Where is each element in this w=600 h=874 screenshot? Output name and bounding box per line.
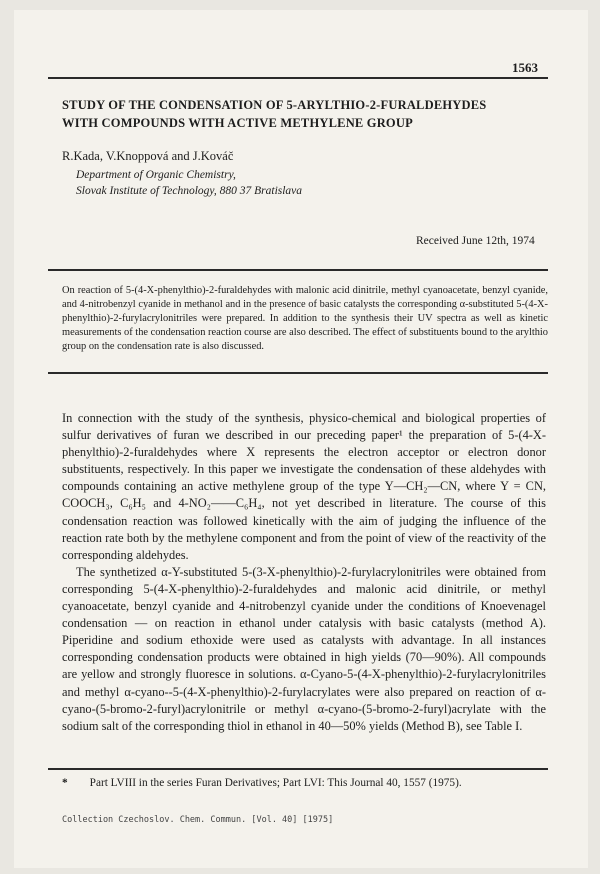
- title-line-1: STUDY OF THE CONDENSATION OF 5-ARYLTHIO-2-FURALDEHYDES: [62, 98, 487, 112]
- body-text: [62, 410, 546, 735]
- header-rule: [48, 77, 548, 79]
- footnote-rule: [48, 768, 548, 770]
- title-line-2: WITH COMPOUNDS WITH ACTIVE METHYLENE GROUP: [62, 116, 413, 130]
- abstract-bottom-rule: [48, 372, 548, 374]
- article-title: [62, 96, 562, 132]
- abstract-text: On reaction of 5-(4-X-phenylthio)-2-furaldehydes with malonic acid dinitrile, methyl cyanoacetate, benzyl cyanide, and 4-nitrobenzyl cyanide in methanol and in the presence of basic catalysts the corresponding α-substituted 5-(4-X-phenylthio)-2-furylacrylonitriles were prepared. In addition to the synthesis their UV spectra as well as kinetic measurements of the condensation reaction course are also described. The effect of substituents bound to the arylthio group on the condensation rate is also discussed.: [62, 285, 548, 353]
- body-paragraph-1: In connection with the study of the synthesis, physico-chemical and biological properties of sulfur derivatives of furan we described in our preceding paper¹ the preparation of 5-(4-X-phenylthio)-2-furaldehydes where X represents the electron acceptor or electron donor substituents, respectively. In this paper we investigate the condensation of these aldehydes with compounds containing an active methylene group of the type Y—CH₂—CN, where Y = CN, COOCH₃, C₆H₅ and 4-NO₂——C₆H₄, not yet described in literature. The course of this condensation reaction was followed kinetically with the aim of judging the influence of the reaction rate both by the methylene component and from the point of view of the reactivity of the corresponding aldehydes.: [62, 411, 546, 562]
- received-date: Received June 12th, 1974: [416, 235, 535, 247]
- abstract-top-rule: [48, 269, 548, 271]
- footnote-marker: *: [62, 777, 68, 789]
- footnote: [62, 777, 552, 789]
- journal-citation: Collection Czechoslov. Chem. Commun. [Vol. 40] [1975]: [62, 815, 334, 825]
- journal-page: [14, 10, 588, 868]
- affiliation-line-1: Department of Organic Chemistry,: [76, 169, 236, 181]
- author-list: R.Kada, V.Knoppová and J.Kováč: [62, 149, 234, 163]
- page-number: 1563: [512, 60, 538, 75]
- body-paragraph-2: The synthetized α-Y-substituted 5-(3-X-phenylthio)-2-furylacrylonitriles were obtained from corresponding 5-(4-X-phenylthio)-2-furaldehydes and malonic acid dinitrile, or methyl cyanoacetate, benzyl cyanide and 4-nitrobenzyl cyanide under the conditions of Knoevenagel condensation — on reaction in ethanol under catalysis with basic catalysts (method A). Piperidine and sodium ethoxide were used as catalysts with advantage. In all instances corresponding condensation products were obtained in high yields (70—90%). All compounds are yellow and strongly fluoresce in solutions. α-Cyano-5-(4-X-phenylthio)-2-furylacrylonitriles and methyl α-cyano--5-(4-X-phenylthio)-2-furylacrylates were also prepared on reaction of α-cyano-(5-bromo-2-furyl)acrylonitrile or methyl α-cyano-(5-bromo-2-furyl)acrylate with the sodium salt of the corresponding thiol in ethanol in 40—50% yields (Method B), see Table I.: [62, 564, 546, 733]
- affiliation-line-2: Slovak Institute of Technology, 880 37 Bratislava: [76, 185, 303, 197]
- affiliation: [76, 167, 302, 199]
- footnote-text: Part LVIII in the series Furan Derivatives; Part LVI: This Journal 40, 1557 (1975).: [89, 777, 462, 789]
